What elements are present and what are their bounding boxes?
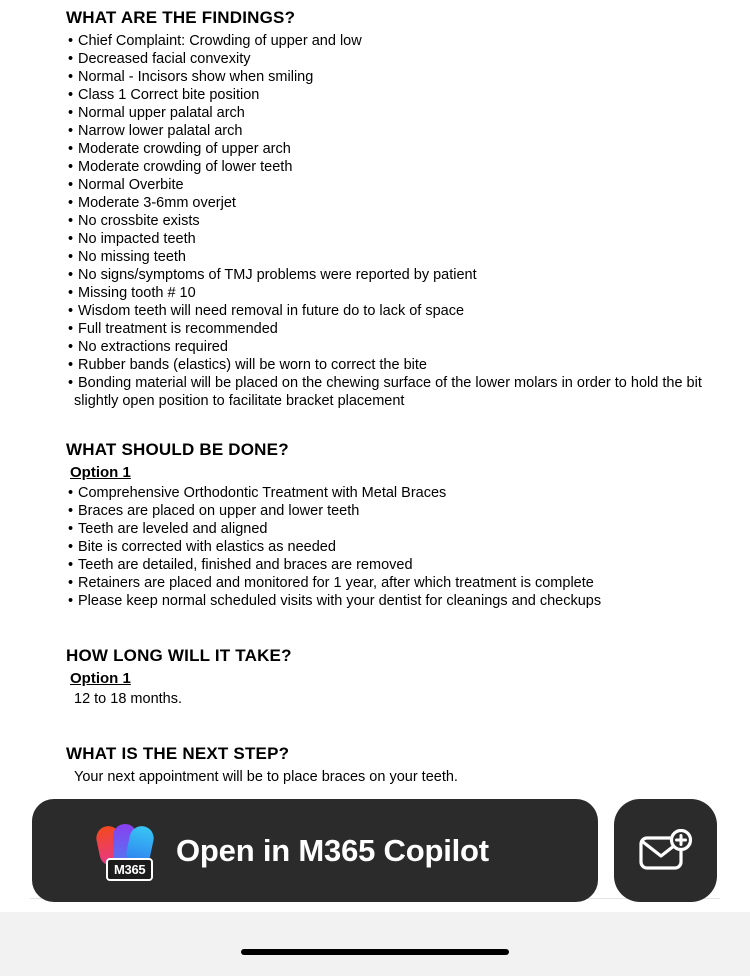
list-item: • Teeth are leveled and aligned	[0, 520, 750, 538]
list-item: • Rubber bands (elastics) will be worn to correct the bite	[0, 356, 750, 374]
section-title-what-should-be-done: WHAT SHOULD BE DONE?	[66, 440, 289, 459]
list-item: • Decreased facial convexity	[0, 50, 750, 68]
list-item: • Normal - Incisors show when smiling	[0, 68, 750, 86]
list-item: • Comprehensive Orthodontic Treatment with Metal Braces	[0, 484, 750, 502]
list-item: • Narrow lower palatal arch	[0, 122, 750, 140]
list-item: • Bite is corrected with elastics as needed	[0, 538, 750, 556]
list-item: • No missing teeth	[0, 248, 750, 266]
findings-wrapped-continuation: slightly open position to facilitate bracket placement	[74, 393, 405, 409]
home-indicator[interactable]	[241, 949, 509, 955]
list-item-line-1: Bonding material will be placed on the chewing surface of the lower molars in order to hold the bit	[78, 375, 702, 391]
section-findings	[0, 0, 750, 410]
new-mail-button[interactable]	[614, 799, 717, 902]
list-item: • Normal Overbite	[0, 176, 750, 194]
copilot-button-label: Open in M365 Copilot	[176, 832, 489, 868]
list-item: • Moderate 3-6mm overjet	[0, 194, 750, 212]
section-what-should-be-done	[0, 440, 750, 610]
list-item: • Teeth are detailed, finished and braces are removed	[0, 556, 750, 574]
open-in-m365-copilot-button[interactable]	[32, 799, 598, 902]
list-item: • No signs/symptoms of TMJ problems were reported by patient	[0, 266, 750, 284]
list-item: • Retainers are placed and monitored for 1 year, after which treatment is complete	[0, 574, 750, 592]
section-how-long	[0, 646, 750, 708]
new-mail-icon	[638, 829, 694, 873]
list-item: • Missing tooth # 10	[0, 284, 750, 302]
list-item: • Please keep normal scheduled visits with your dentist for cleanings and checkups	[0, 592, 750, 610]
system-bottom-bar	[0, 912, 750, 976]
list-item: • No crossbite exists	[0, 212, 750, 230]
duration-text: 12 to 18 months.	[74, 691, 183, 707]
list-item: • Full treatment is recommended	[0, 320, 750, 338]
m365-badge-label: M365	[106, 858, 153, 881]
findings-list	[0, 32, 750, 392]
list-item: • Class 1 Correct bite position	[0, 86, 750, 104]
list-item: • Wisdom teeth will need removal in future do to lack of space	[0, 302, 750, 320]
list-item: • Normal upper palatal arch	[0, 104, 750, 122]
section-title-next-step: WHAT IS THE NEXT STEP?	[66, 744, 290, 763]
list-item: • No impacted teeth	[0, 230, 750, 248]
next-step-text: Your next appointment will be to place braces on your teeth.	[74, 769, 458, 785]
list-item: • Braces are placed on upper and lower teeth	[0, 502, 750, 520]
option-label-duration: Option 1	[70, 670, 131, 687]
list-item: • Moderate crowding of lower teeth	[0, 158, 750, 176]
section-title-findings: WHAT ARE THE FINDINGS?	[66, 8, 296, 27]
list-item: • Chief Complaint: Crowding of upper and low	[0, 32, 750, 50]
option-label-treatment: Option 1	[70, 464, 131, 481]
list-item: • No extractions required	[0, 338, 750, 356]
section-next-step	[0, 744, 750, 786]
list-item: • Moderate crowding of upper arch	[0, 140, 750, 158]
treatment-list	[0, 484, 750, 610]
list-item	[0, 374, 750, 392]
m365-copilot-icon	[96, 824, 158, 878]
section-title-how-long: HOW LONG WILL IT TAKE?	[66, 646, 292, 665]
